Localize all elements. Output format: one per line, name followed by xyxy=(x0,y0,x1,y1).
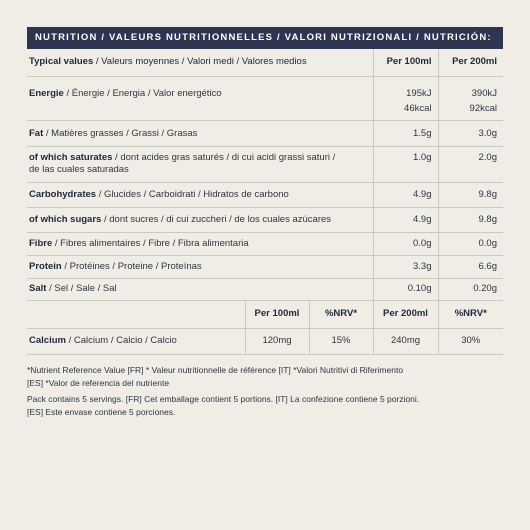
fibre-200ml: 0.0g xyxy=(438,233,503,256)
energy-100ml: 195kJ 46kcal xyxy=(373,77,438,121)
mineral-col-per-100ml: Per 100ml xyxy=(245,301,309,329)
col-per-200ml: Per 200ml xyxy=(438,49,503,77)
saturates-100ml: 1.0g xyxy=(373,147,438,183)
mineral-col-nrv-100: %NRV* xyxy=(309,301,373,329)
table-row xyxy=(27,279,503,301)
mineral-col-nrv-200: %NRV* xyxy=(438,301,503,329)
table-row xyxy=(27,208,503,233)
mineral-table xyxy=(27,301,503,355)
table-row xyxy=(27,233,503,256)
sugars-200ml: 9.8g xyxy=(438,208,503,233)
footnotes xyxy=(27,364,503,418)
col-per-100ml: Per 100ml xyxy=(373,49,438,77)
fat-200ml: 3.0g xyxy=(438,121,503,147)
energy-200ml: 390kJ 92kcal xyxy=(438,77,503,121)
carbohydrates-100ml: 4.9g xyxy=(373,183,438,208)
salt-100ml: 0.10g xyxy=(373,279,438,301)
fat-label: Fat / Matières grasses / Grassi / Grasas xyxy=(27,121,373,147)
calcium-100ml: 120mg xyxy=(245,329,309,355)
sugars-100ml: 4.9g xyxy=(373,208,438,233)
nutrition-header: NUTRITION / VALEURS NUTRITIONNELLES / VALORI NUTRIZIONALI / NUTRICIÓN: xyxy=(27,27,503,49)
saturates-200ml: 2.0g xyxy=(438,147,503,183)
salt-label: Salt / Sel / Sale / Sal xyxy=(27,279,373,301)
table-head-row xyxy=(27,49,503,77)
table-row xyxy=(27,77,503,121)
table-row xyxy=(27,183,503,208)
footnote-nrv-es: [ES] *Valor de referencia del nutriente xyxy=(27,377,170,388)
nutrition-panel xyxy=(27,27,503,418)
calcium-nrv-100: 15% xyxy=(309,329,373,355)
salt-200ml: 0.20g xyxy=(438,279,503,301)
fibre-100ml: 0.0g xyxy=(373,233,438,256)
fibre-label: Fibre / Fibres alimentaires / Fibre / Fibra alimentaria xyxy=(27,233,373,256)
calcium-nrv-200: 30% xyxy=(438,329,503,355)
mineral-col-per-200ml: Per 200ml xyxy=(373,301,438,329)
calcium-200ml: 240mg xyxy=(373,329,438,355)
sugars-label: of which sugars / dont sucres / di cui zuccheri / de los cuales azúcares xyxy=(27,208,373,233)
carbohydrates-200ml: 9.8g xyxy=(438,183,503,208)
footnote-servings: Pack contains 5 servings. [FR] Cet emballage contient 5 portions. [IT] La confezione contiene 5 porzioni. xyxy=(27,394,420,404)
mineral-head-row xyxy=(27,301,503,329)
table-row xyxy=(27,147,503,183)
saturates-label: of which saturates / dont acides gras saturés / di cui acidi grassi saturi / de las cuales saturadas xyxy=(27,147,373,183)
table-row xyxy=(27,256,503,279)
table-row xyxy=(27,329,503,355)
protein-200ml: 6.6g xyxy=(438,256,503,279)
table-row xyxy=(27,121,503,147)
footnote-nrv: *Nutrient Reference Value [FR] * Valeur nutritionnelle de référence [IT] *Valori Nutritivi di Riferimento xyxy=(27,365,404,375)
footnote-servings-es: [ES] Este envase contiene 5 porciones. xyxy=(27,406,176,417)
fat-100ml: 1.5g xyxy=(373,121,438,147)
protein-label: Protein / Protéines / Proteine / Proteínas xyxy=(27,256,373,279)
energy-label: Energie / Énergie / Energia / Valor energético xyxy=(27,77,373,121)
typical-values-label: Typical values / Valeurs moyennes / Valori medi / Valores medios xyxy=(27,49,373,77)
carbohydrates-label: Carbohydrates / Glucides / Carboidrati / Hidratos de carbono xyxy=(27,183,373,208)
protein-100ml: 3.3g xyxy=(373,256,438,279)
calcium-label: Calcium / Calcium / Calcio / Calcio xyxy=(27,329,245,355)
nutrition-table xyxy=(27,49,503,301)
mineral-head-empty xyxy=(27,301,245,329)
